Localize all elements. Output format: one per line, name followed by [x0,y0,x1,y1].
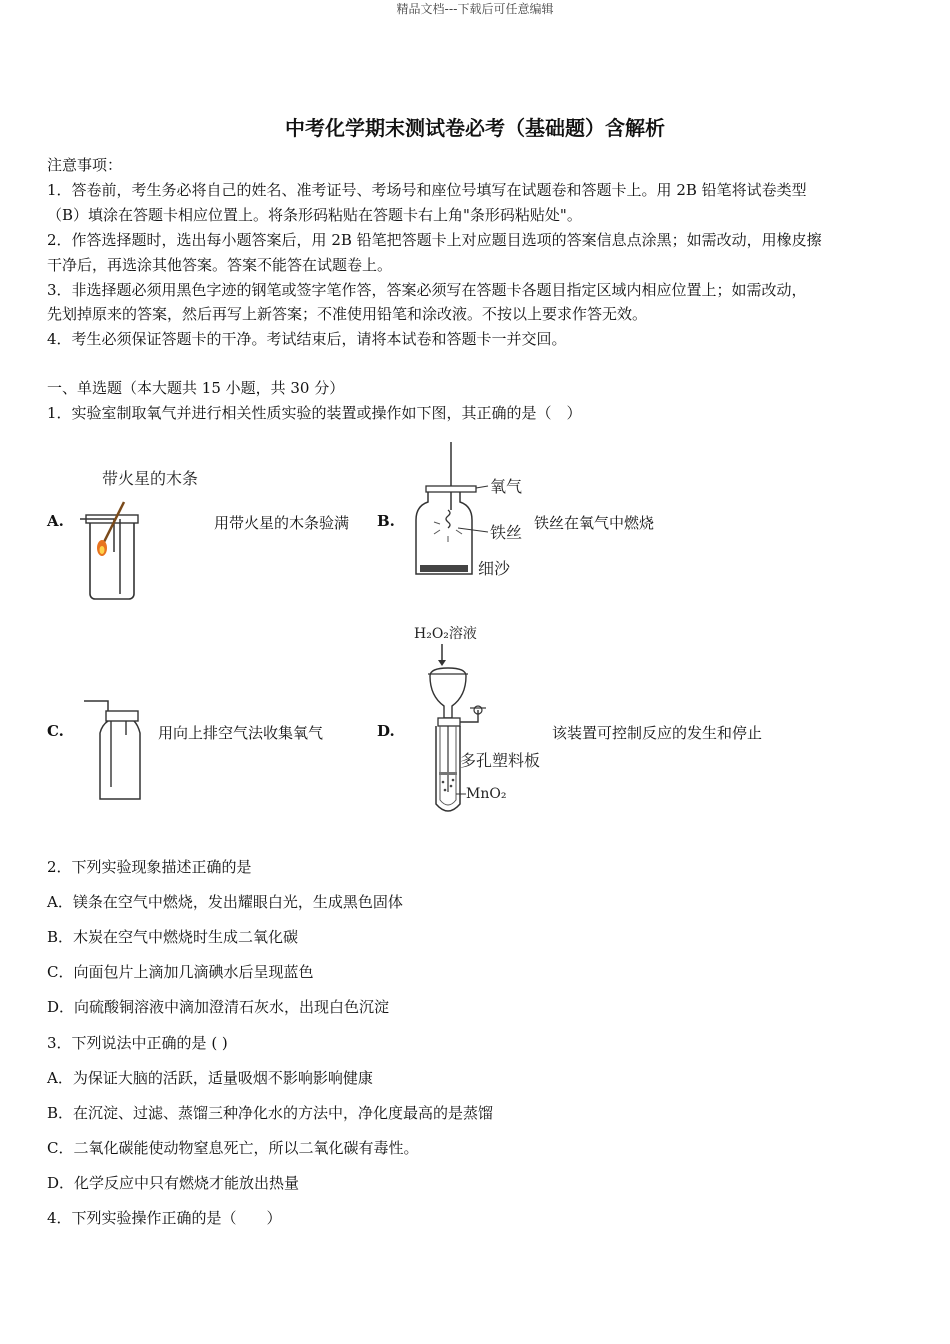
q3-option-d: D．化学反应中只有燃烧才能放出热量 [47,1174,300,1192]
fig-b-label-sand: 细沙 [478,559,511,578]
q1-option-d-letter: D. [377,722,395,740]
q1-option-a-letter: A. [47,512,64,530]
notice-line-3: 2．作答选择题时，选出每小题答案后，用 2B 铅笔把答题卡上对应题目选项的答案信息点涂黑；如需改动，用橡皮擦 [47,231,822,249]
notice-line-1: 1．答卷前，考生务必将自己的姓名、准考证号、考场号和座位号填写在试题卷和答题卡上。用 2B 铅笔将试卷类型 [47,181,807,199]
q1-option-c-letter: C. [47,722,64,740]
q1-option-a-text: 用带火星的木条验满 [214,514,350,532]
q3-stem: 3．下列说法中正确的是 ( ) [47,1034,228,1052]
q1-option-d-text: 该装置可控制反应的发生和停止 [552,724,763,742]
fig-b-label-oxygen: 氧气 [490,477,523,496]
q1-figure-a [78,462,213,604]
q2-stem: 2．下列实验现象描述正确的是 [47,858,252,876]
q2-option-d: D．向硫酸铜溶液中滴加澄清石灰水，出现白色沉淀 [47,998,390,1016]
q1-option-b-letter: B. [377,512,395,530]
q1-option-c-text: 用向上排空气法收集氧气 [158,724,324,742]
page-title: 中考化学期末测试卷必考（基础题）含解析 [285,116,665,140]
q1-stem: 1．实验室制取氧气并进行相关性质实验的装置或操作如下图，其正确的是（ ） [47,404,582,422]
notice-line-7: 4．考生必须保证答题卡的干净。考试结束后，请将本试卷和答题卡一并交回。 [47,330,567,348]
notice-line-5: 3．非选择题必须用黑色字迹的钢笔或签字笔作答，答案必须写在答题卡各题目指定区域内相应位置上；如需改动， [47,281,807,299]
q3-option-b: B．在沉淀、过滤、蒸馏三种净化水的方法中，净化度最高的是蒸馏 [47,1104,494,1122]
q3-option-a: A．为保证大脑的活跃，适量吸烟不影响影响健康 [47,1069,373,1087]
fig-a-label: 带火星的木条 [102,469,199,488]
fig-d-label-mno2: MnO₂ [466,786,507,802]
q4-stem: 4．下列实验操作正确的是（ ） [47,1209,282,1227]
section-heading: 一、单选题（本大题共 15 小题，共 30 分） [47,379,345,397]
fig-d-label-plate: 多孔塑料板 [460,751,541,770]
q1-figure-c [78,695,148,805]
notice-line-4: 干净后，再选涂其他答案。答案不能答在试题卷上。 [47,256,393,274]
notice-line-2: （B）填涂在答题卡相应位置上。将条形码粘贴在答题卡右上角"条形码粘贴处"。 [47,206,582,224]
page-header: 精品文档---下载后可任意编辑 [396,2,554,16]
notice-line-6: 先划掉原来的答案，然后再写上新答案；不准使用铅笔和涂改液。不按以上要求作答无效。 [47,305,648,323]
q1-figure-d [408,622,558,822]
q1-figure-b [410,440,530,582]
q2-option-c: C．向面包片上滴加几滴碘水后呈现蓝色 [47,963,314,981]
fig-d-label-h2o2: H₂O₂溶液 [414,626,477,642]
q3-option-c: C．二氧化碳能使动物窒息死亡，所以二氧化碳有毒性。 [47,1139,419,1157]
notice-heading: 注意事项： [47,156,123,174]
q2-option-b: B．木炭在空气中燃烧时生成二氧化碳 [47,928,299,946]
fig-b-label-wire: 铁丝 [490,523,523,542]
q2-option-a: A．镁条在空气中燃烧，发出耀眼白光，生成黑色固体 [47,893,403,911]
q1-option-b-text: 铁丝在氧气中燃烧 [534,514,655,532]
